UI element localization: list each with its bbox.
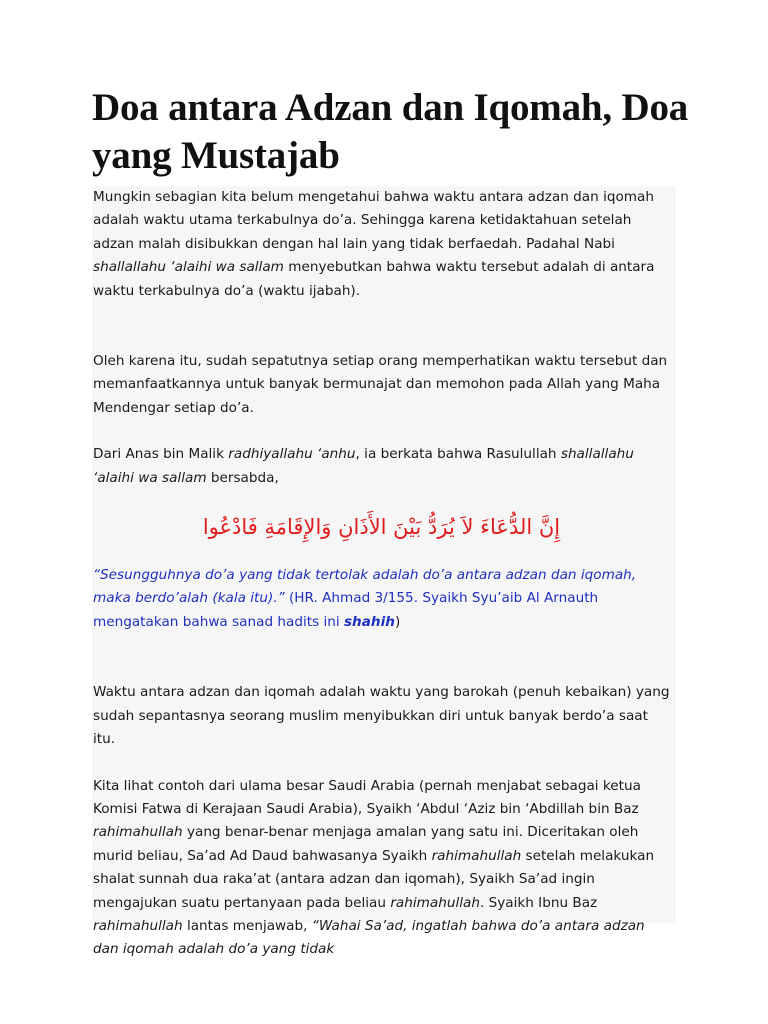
page-title: Doa antara Adzan dan Iqomah, Doa yang Mustajab — [92, 86, 689, 177]
hadith-translation: “Sesungguhnya do’a yang tidak tertolak adalah do’a antara adzan dan iqomah, maka berdo’alah (kala itu).” (HR. Ahmad 3/155. Syaikh Syu’aib Al Arnauth mengatakan bahwa sanad hadits ini shahih) — [93, 567, 637, 630]
spacer — [93, 420, 670, 443]
article-body — [92, 186, 676, 958]
paragraph-intro: Mungkin sebagian kita belum mengetahui bahwa waktu antara adzan dan iqomah adalah waktu utama terkabulnya do’a. Sehingga karena ketidaktahuan setelah adzan malah disibukkan dengan hal lain yang tidak berfaedah. Padahal Nabi shallallahu ‘alaihi wa sallam menyebutkan bahwa waktu tersebut adalah di antara waktu terkabulnya do’a (waktu ijabah). — [93, 189, 655, 299]
spacer — [93, 752, 670, 775]
paragraph-2: Oleh karena itu, sudah sepatutnya setiap orang memperhatikan waktu tersebut dan memanfaatkannya untuk banyak bermunajat dan memohon pada Allah yang Maha Mendengar setiap do’a. — [93, 353, 668, 416]
spacer — [93, 634, 670, 681]
paragraph-5: Kita lihat contoh dari ulama besar Saudi Arabia (pernah menjabat sebagai ketua Komisi Fatwa di Kerajaan Saudi Arabia), Syaikh ‘Abdul ‘Aziz bin ‘Abdillah bin Baz rahimahullah yang benar-benar menjaga amalan yang satu ini. Diceritakan oleh murid beliau, Sa’ad Ad Daud bahwasanya Syaikh rahimahullah setelah melakukan shalat sunnah dua raka’at (antara adzan dan iqomah), Syaikh Sa’ad ingin mengajukan suatu pertanyaan pada beliau rahimahullah. Syaikh Ibnu Baz rahimahullah lantas menjawab, “Wahai Sa’ad, ingatlah bahwa do’a antara adzan dan iqomah adalah do’a yang tidak — [93, 777, 655, 958]
paragraph-4: Waktu antara adzan dan iqomah adalah waktu yang barokah (penuh kebaikan) yang sudah sepantasnya seorang muslim menyibukkan diri untuk banyak berdo’a saat itu. — [93, 684, 670, 748]
paragraph-3: Dari Anas bin Malik radhiyallahu ‘anhu, ia berkata bahwa Rasulullah shallallahu ‘alaihi wa sallam bersabda, — [93, 446, 634, 486]
spacer — [93, 303, 670, 350]
arabic-hadith: إِنَّ الدُّعَاءَ لاَ يُرَدُّ بَيْنَ الأَذَانِ وَالإِقَامَةِ فَادْعُوا — [202, 515, 561, 540]
